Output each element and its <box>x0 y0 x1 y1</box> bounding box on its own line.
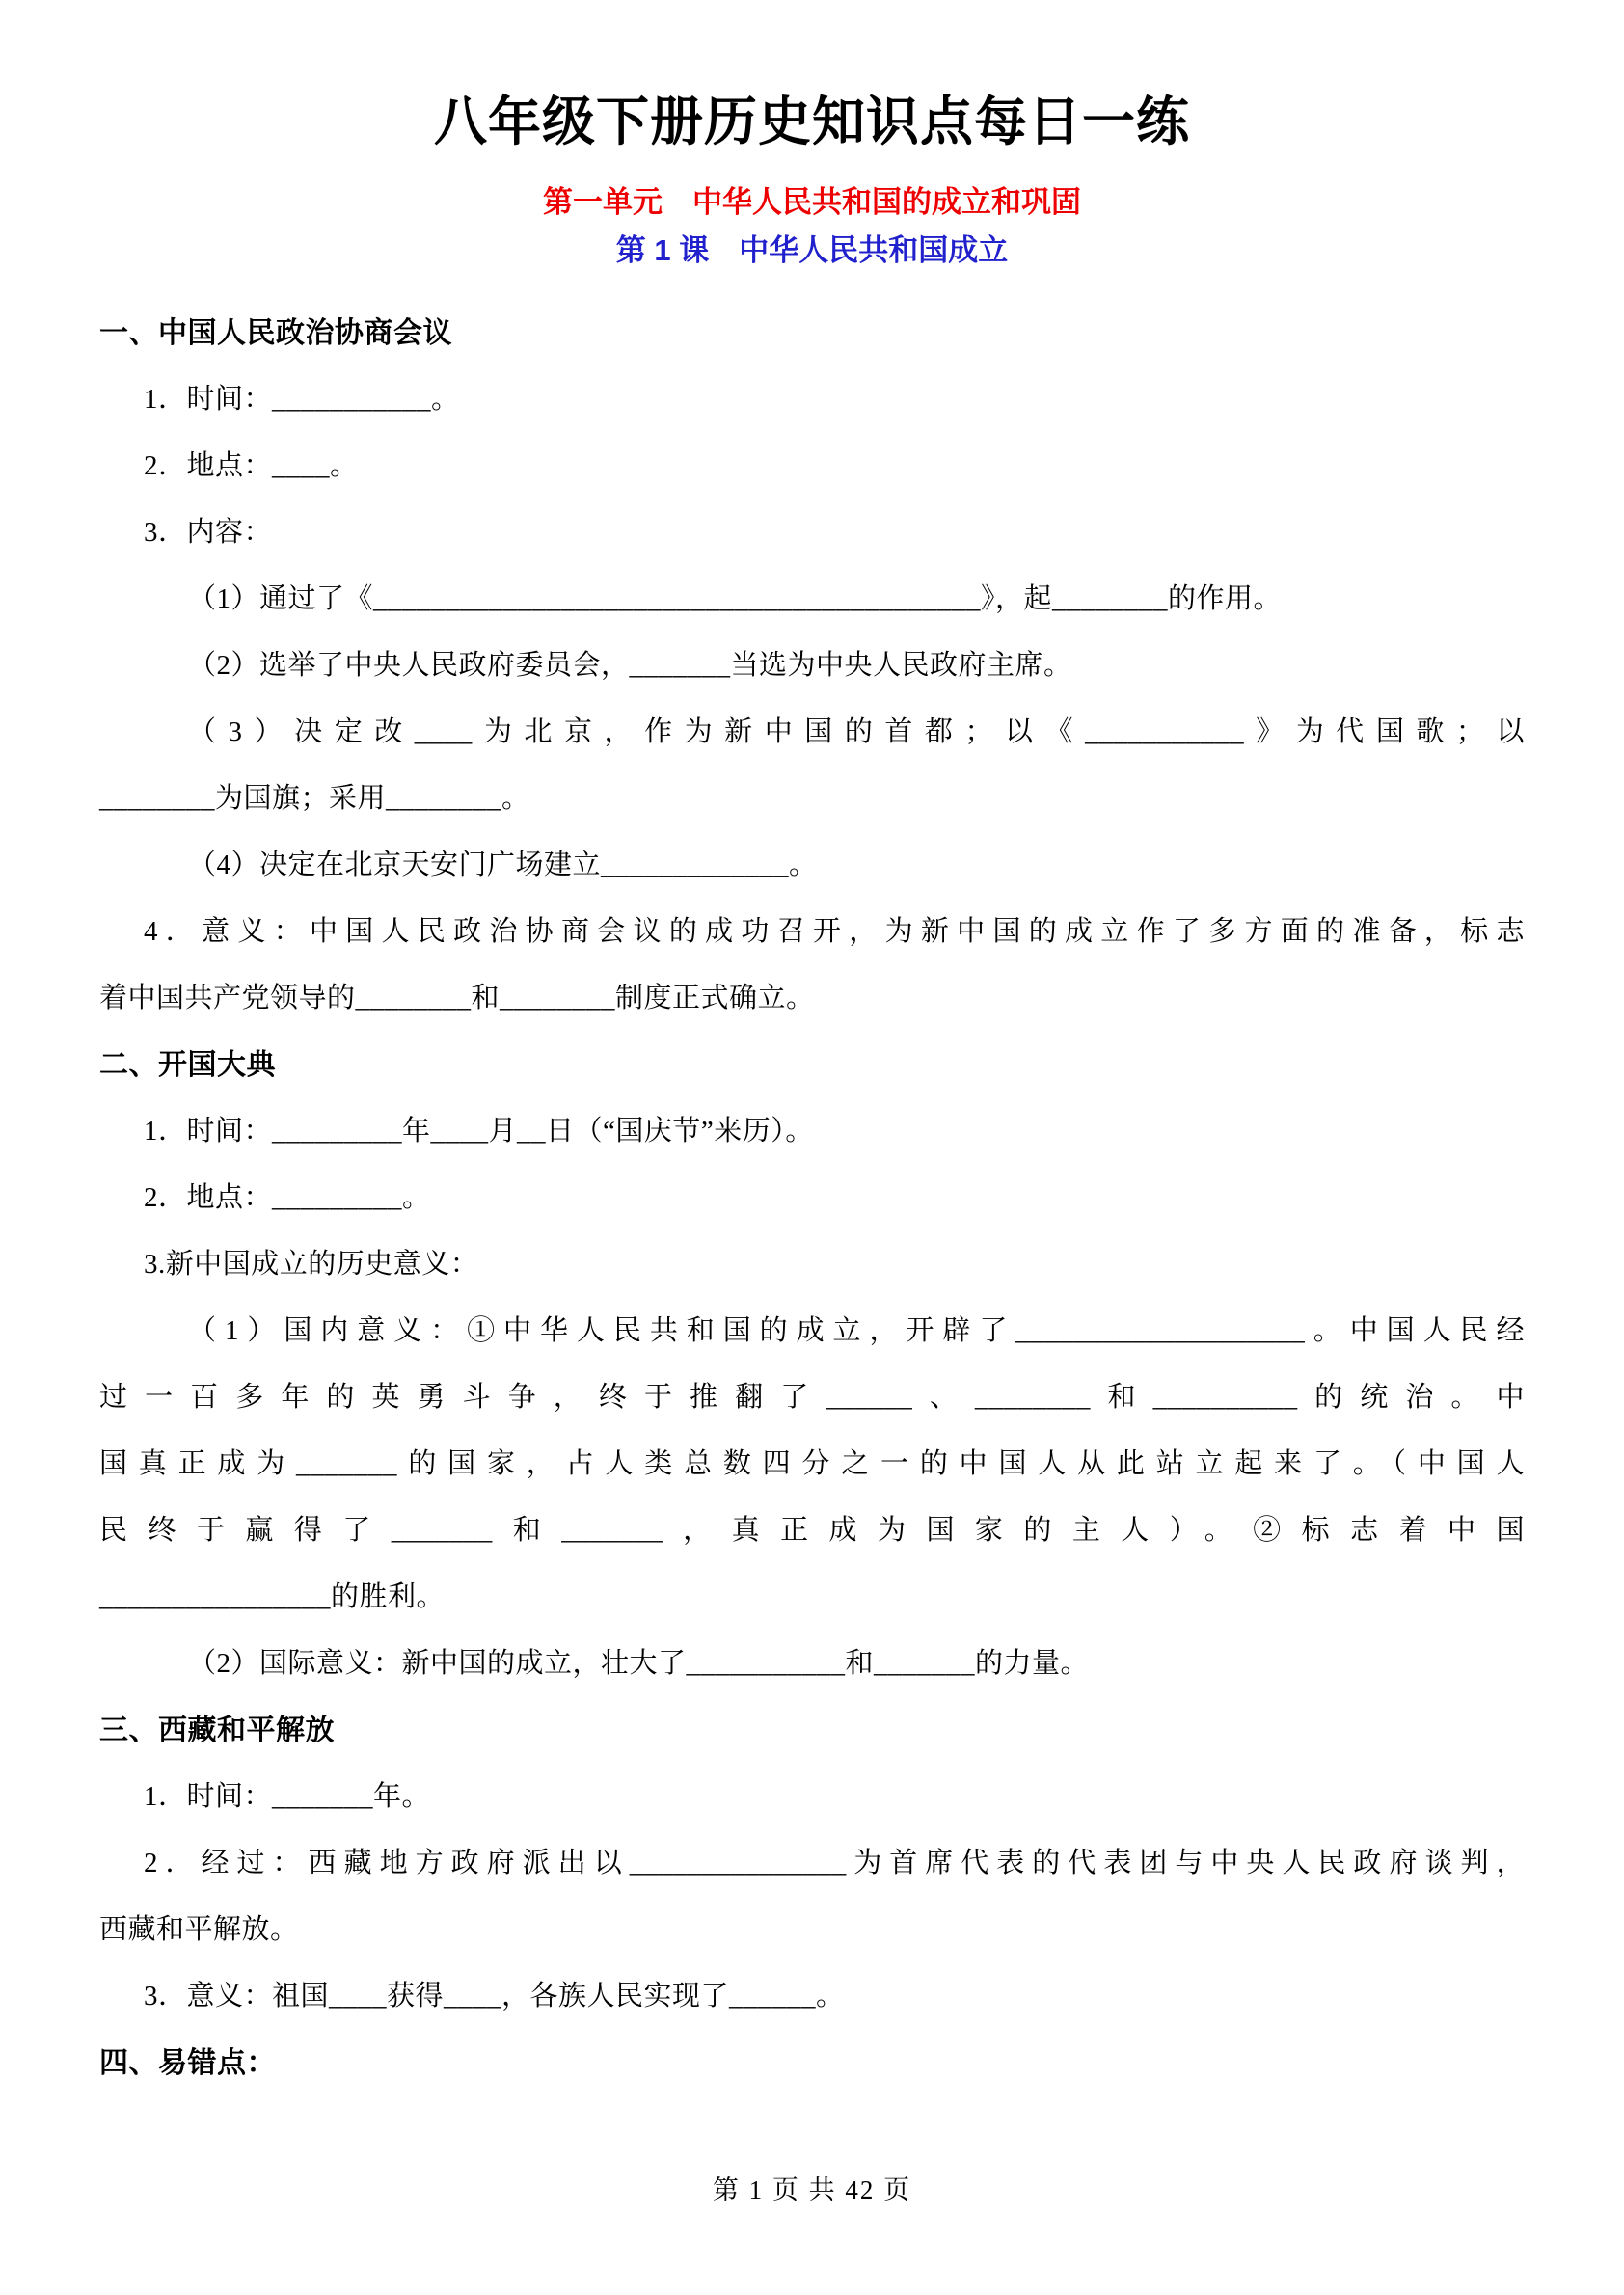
section-heading-4: 四、易错点： <box>99 2046 276 2079</box>
worksheet-line: 1．时间：___________。 <box>144 383 460 415</box>
worksheet-line: 2．经过：西藏地方政府派出以_______________为首席代表的代表团与中央人民政府谈判， <box>144 1847 1525 1878</box>
worksheet-line: 2．地点：_________。 <box>144 1181 431 1213</box>
worksheet-line: （3）决定改____为北京，作为新中国的首都；以《___________》为代国歌；以 <box>188 716 1525 747</box>
page-footer: 第 1 页 共 42 页 <box>712 2175 912 2204</box>
worksheet-line: 3．内容： <box>144 516 273 548</box>
page-title: 八年级下册历史知识点每日一练 <box>433 92 1190 151</box>
worksheet-line: 3.新中国成立的历史意义： <box>144 1248 479 1280</box>
lesson-heading: 第 1 课 中华人民共和国成立 <box>615 232 1009 267</box>
worksheet-line: ________为国旗；采用________。 <box>99 782 530 814</box>
section-heading-1: 一、中国人民政治协商会议 <box>99 316 452 349</box>
worksheet-line: 西藏和平解放。 <box>99 1913 299 1945</box>
worksheet-line: （1）国内意义：①中华人民共和国的成立，开辟了____________________。中国人民经 <box>188 1314 1525 1346</box>
worksheet-line: （4）决定在北京天安门广场建立_____________。 <box>188 849 818 880</box>
section-heading-2: 二、开国大典 <box>99 1048 276 1081</box>
worksheet-line: （2）国际意义：新中国的成立，壮大了___________和_______的力量。 <box>188 1647 1090 1679</box>
worksheet-line: 1．时间：_______年。 <box>144 1780 431 1812</box>
worksheet-line: 4．意义：中国人民政治协商会议的成功召开，为新中国的成立作了多方面的准备，标志 <box>144 915 1525 947</box>
worksheet-line: 国真正成为_______的国家，占人类总数四分之一的中国人从此站立起来了。（中国人 <box>99 1447 1525 1479</box>
worksheet-line: 2．地点：____。 <box>144 449 359 481</box>
worksheet-line: 3．意义：祖国____获得____，各族人民实现了______。 <box>144 1980 845 2012</box>
worksheet-line: 着中国共产党领导的________和________制度正式确立。 <box>99 982 815 1013</box>
worksheet-line: 1．时间：_________年____月__日（“国庆节”来历）。 <box>144 1115 814 1147</box>
worksheet-line: 过一百多年的英勇斗争，终于推翻了______、________和__________的统治。中 <box>99 1381 1525 1413</box>
section-heading-3: 三、西藏和平解放 <box>99 1714 335 1746</box>
worksheet-line: ________________的胜利。 <box>99 1580 446 1612</box>
worksheet-line: （1）通过了《__________________________________________》，起________的作用。 <box>188 582 1283 614</box>
worksheet-line: （2）选举了中央人民政府委员会，_______当选为中央人民政府主席。 <box>188 649 1072 681</box>
worksheet-line: 民终于赢得了_______和_______，真正成为国家的主人）。②标志着中国 <box>99 1514 1525 1546</box>
unit-heading: 第一单元 中华人民共和国的成立和巩固 <box>543 184 1081 219</box>
